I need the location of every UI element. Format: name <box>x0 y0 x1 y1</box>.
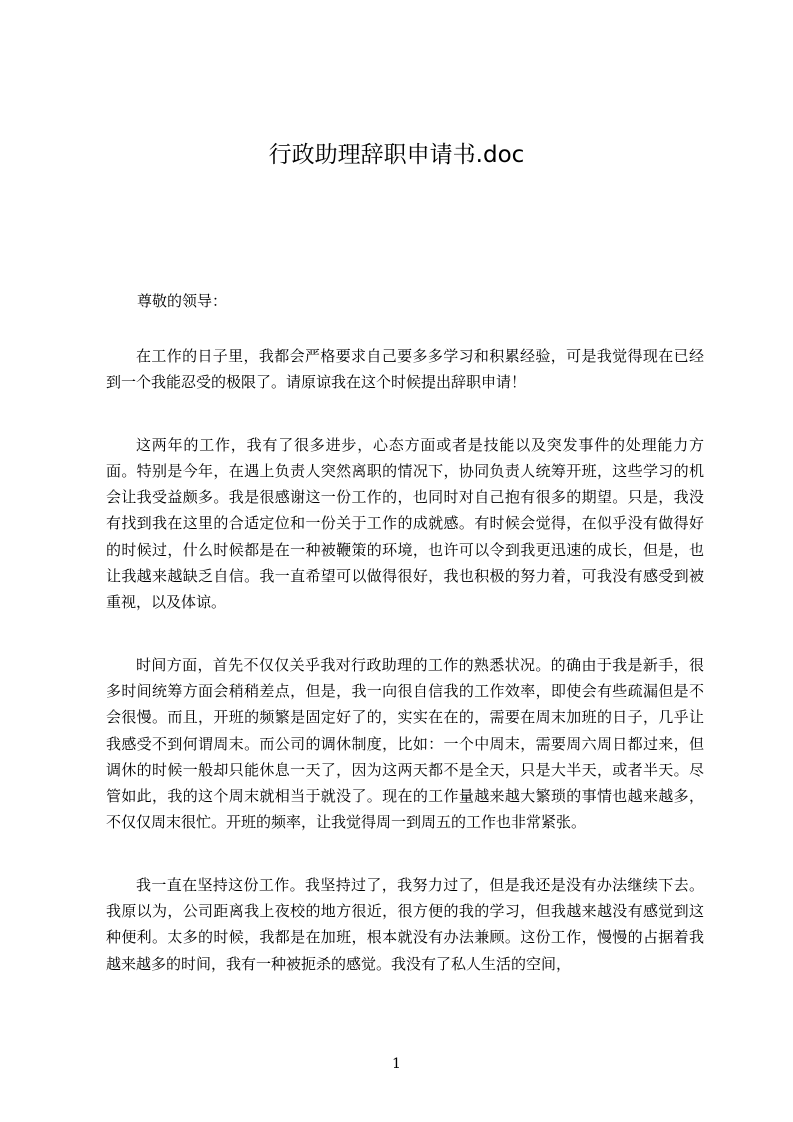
paragraph-2: 这两年的工作，我有了很多进步，心态方面或者是技能以及突发事件的处理能力方面。特别是今年，在遇上负责人突然离职的情况下，协同负责人统筹开班，这些学习的机会让我受益颇多。我是很感谢这一份工作的，也同时对自己抱有很多的期望。只是，我没有找到我在这里的合适定位和一份关于工作的成就感。有时候会觉得，在似乎没有做得好的时候过，什么时候都是在一种被鞭策的环境，也许可以令到我更迅速的成长，但是，也让我越来越缺乏自信。我一直希望可以做得很好，我也积极的努力着，可我没有感受到被重视，以及体谅。 <box>106 435 704 612</box>
document-title: 行政助理辞职申请书.doc <box>268 142 525 168</box>
page-number: 1 <box>392 1056 401 1072</box>
paragraph-1: 在工作的日子里，我都会严格要求自己要多多学习和积累经验，可是我觉得现在已经到一个我能忍受的极限了。请原谅我在这个时候提出辞职申请！ <box>106 347 704 392</box>
salutation: 尊敬的领导： <box>137 292 228 310</box>
paragraph-4: 我一直在坚持这份工作。我坚持过了，我努力过了，但是我还是没有办法继续下去。我原以为，公司距离我上夜校的地方很近，很方便的我的学习，但我越来越没有感觉到这种便利。太多的时候，我都是在加班，根本就没有办法兼顾。这份工作，慢慢的占据着我越来越多的时间，我有一种被扼杀的感觉。我没有了私人生活的空间， <box>106 875 704 973</box>
paragraph-3: 时间方面，首先不仅仅关乎我对行政助理的工作的熟悉状况。的确由于我是新手，很多时间统筹方面会稍稍差点，但是，我一向很自信我的工作效率，即使会有些疏漏但是不会很慢。而且，开班的频繁是固定好了的，实实在在的，需要在周末加班的日子，几乎让我感受不到何谓周末。而公司的调休制度，比如：一个中周末，需要周六周日都过来，但调休的时候一般却只能休息一天了，因为这两天都不是全天，只是大半天，或者半天。尽管如此，我的这个周末就相当于就没了。现在的工作量越来越大繁琐的事情也越来越多，不仅仅周末很忙。开班的频率，让我觉得周一到周五的工作也非常紧张。 <box>106 655 704 832</box>
letter-body <box>106 343 704 1013</box>
